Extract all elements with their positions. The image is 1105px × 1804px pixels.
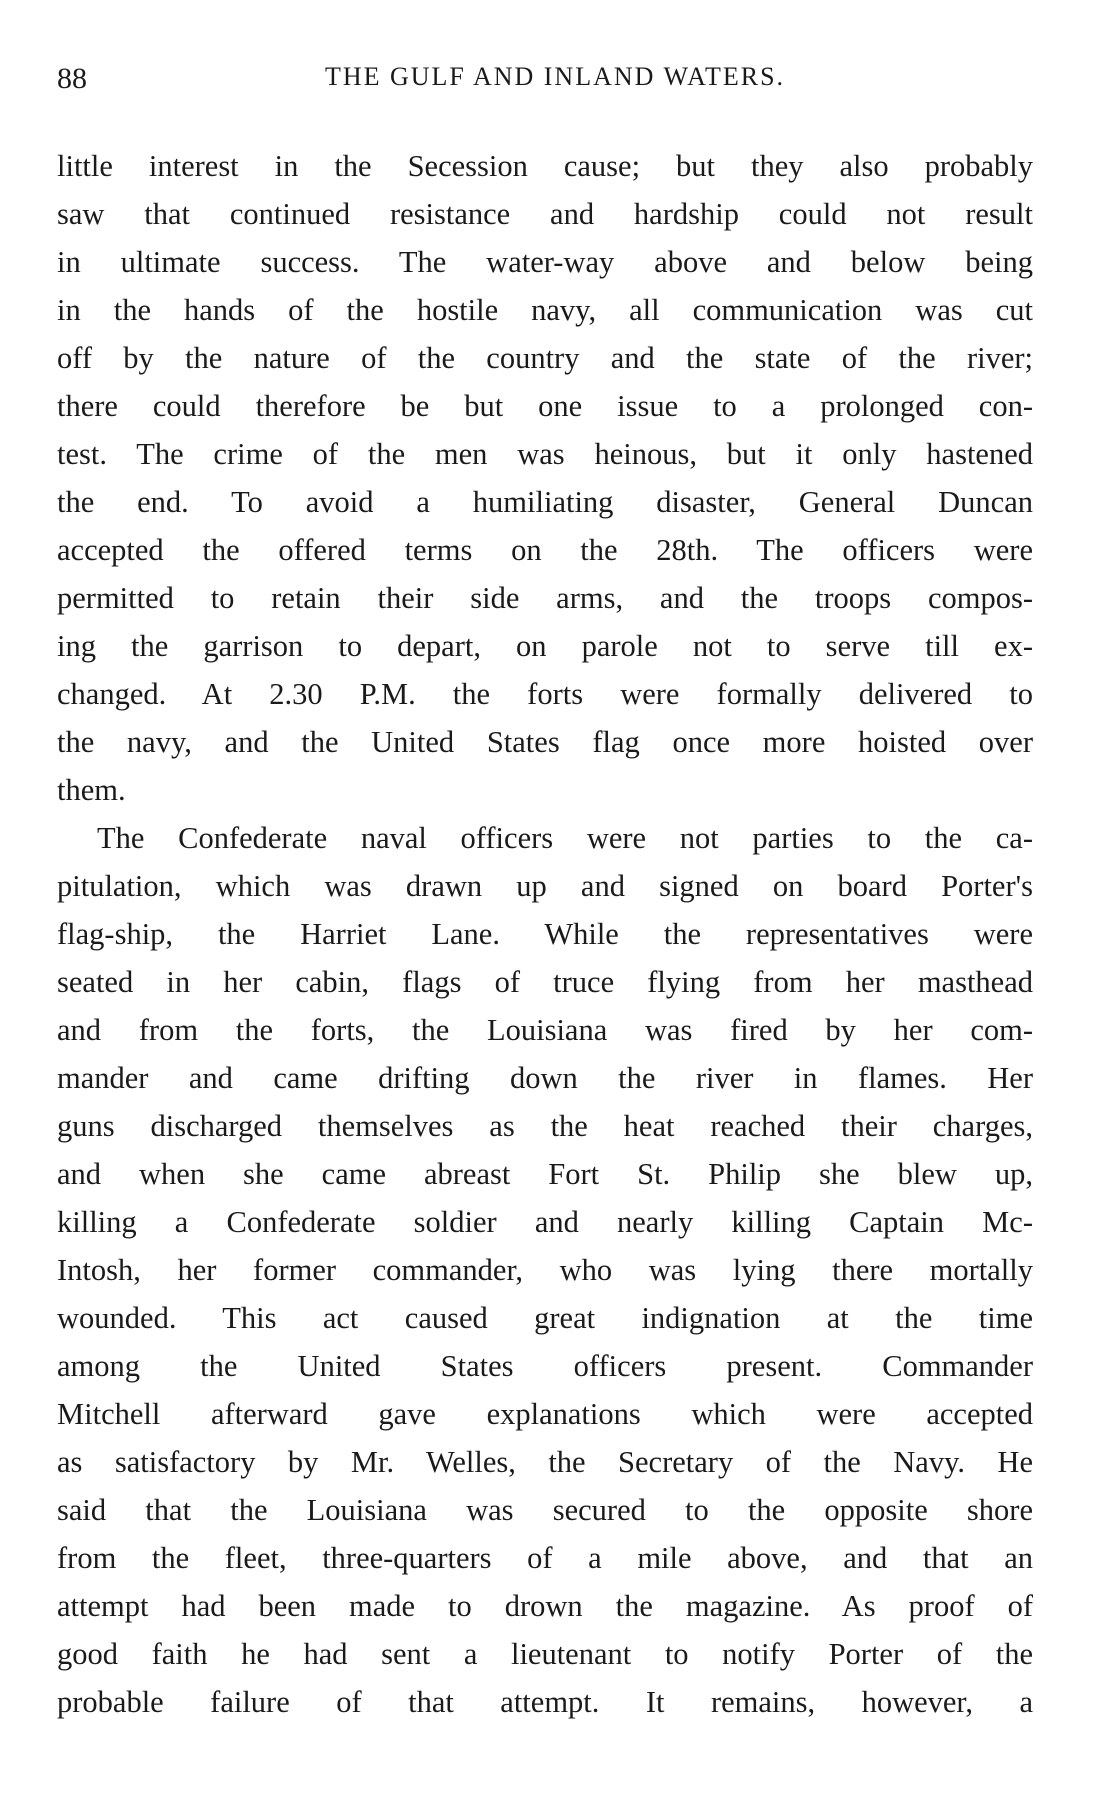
text-line: in the hands of the hostile navy, all communication was cut bbox=[57, 293, 1033, 327]
paragraph-1 bbox=[57, 142, 1033, 814]
text-line: seated in her cabin, flags of truce flying from her masthead bbox=[57, 965, 1033, 999]
text-line: as satisfactory by Mr. Welles, the Secretary of the Navy. He bbox=[57, 1445, 1033, 1479]
text-line: among the United States officers present. Commander bbox=[57, 1349, 1033, 1383]
text-line: said that the Louisiana was secured to the opposite shore bbox=[57, 1493, 1033, 1527]
text-line: and when she came abreast Fort St. Philip she blew up, bbox=[57, 1157, 1033, 1191]
text-line: wounded. This act caused great indignation at the time bbox=[57, 1301, 1033, 1335]
text-line: there could therefore be but one issue to a prolonged con- bbox=[57, 389, 1033, 423]
text-line: pitulation, which was drawn up and signed on board Porter's bbox=[57, 869, 1033, 903]
text-line: guns discharged themselves as the heat reached their charges, bbox=[57, 1109, 1033, 1143]
page-header bbox=[57, 62, 1033, 102]
text-line: them. bbox=[57, 773, 126, 807]
text-line: test. The crime of the men was heinous, but it only hastened bbox=[57, 437, 1033, 471]
text-line: flag-ship, the Harriet Lane. While the representatives were bbox=[57, 917, 1033, 951]
text-line: Mitchell afterward gave explanations which were accepted bbox=[57, 1397, 1033, 1431]
body-text bbox=[57, 142, 1033, 1726]
text-line: mander and came drifting down the river in flames. Her bbox=[57, 1061, 1033, 1095]
text-line: the end. To avoid a humiliating disaster, General Duncan bbox=[57, 485, 1033, 519]
text-line: changed. At 2.30 P.M. the forts were formally delivered to bbox=[57, 677, 1033, 711]
text-line: permitted to retain their side arms, and the troops compos- bbox=[57, 581, 1033, 615]
text-line: off by the nature of the country and the state of the river; bbox=[57, 341, 1033, 375]
text-line: good faith he had sent a lieutenant to notify Porter of the bbox=[57, 1637, 1033, 1671]
text-line: killing a Confederate soldier and nearly killing Captain Mc- bbox=[57, 1205, 1033, 1239]
text-line: in ultimate success. The water-way above and below being bbox=[57, 245, 1033, 279]
text-line: accepted the offered terms on the 28th. The officers were bbox=[57, 533, 1033, 567]
page-number: 88 bbox=[57, 62, 87, 95]
text-line: Intosh, her former commander, who was lying there mortally bbox=[57, 1253, 1033, 1287]
running-head: THE GULF AND INLAND WATERS. bbox=[324, 62, 786, 91]
text-line: from the fleet, three-quarters of a mile above, and that an bbox=[57, 1541, 1033, 1575]
text-line: ing the garrison to depart, on parole not to serve till ex- bbox=[57, 629, 1033, 663]
text-line: attempt had been made to drown the magazine. As proof of bbox=[57, 1589, 1033, 1623]
text-line: probable failure of that attempt. It remains, however, a bbox=[57, 1685, 1033, 1719]
text-line: the navy, and the United States flag once more hoisted over bbox=[57, 725, 1033, 759]
text-line: The Confederate naval officers were not parties to the ca- bbox=[97, 821, 1033, 855]
text-line: little interest in the Secession cause; but they also probably bbox=[57, 149, 1033, 183]
text-line: and from the forts, the Louisiana was fired by her com- bbox=[57, 1013, 1033, 1047]
text-line: saw that continued resistance and hardship could not result bbox=[57, 197, 1033, 231]
paragraph-2 bbox=[57, 814, 1033, 1726]
